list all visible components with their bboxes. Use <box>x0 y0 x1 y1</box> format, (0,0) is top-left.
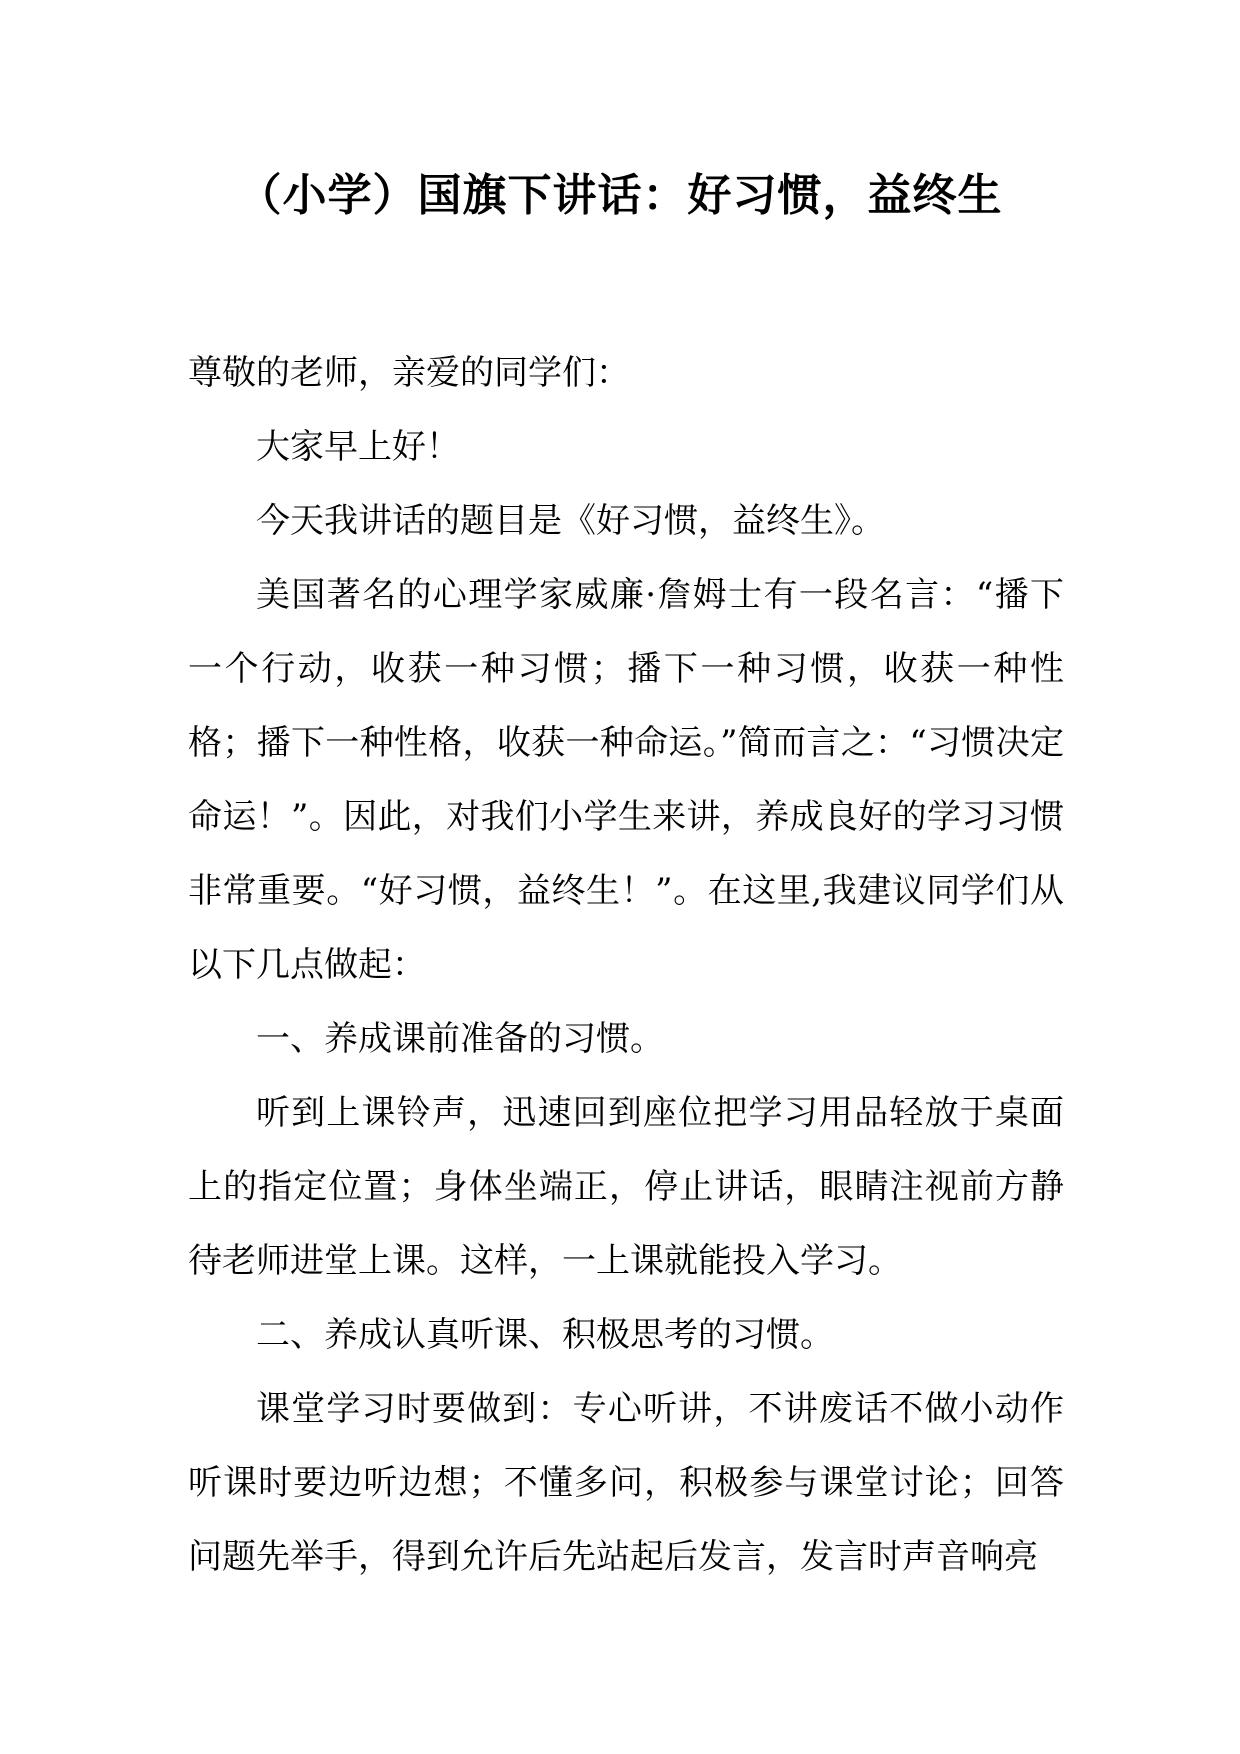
point-one-paragraph: 听到上课铃声，迅速回到座位把学习用品轻放于桌面上的指定位置；身体坐端正，停止讲话，眼睛注视前方静待老师进堂上课。这样，一上课就能投入学习。 <box>188 1093 1064 1281</box>
document-body <box>188 336 1064 1594</box>
point-one-heading: 一、养成课前准备的习惯。 <box>256 1019 664 1059</box>
topic-paragraph: 今天我讲话的题目是《好习惯，益终生》。 <box>256 501 885 541</box>
point-two-heading: 二、养成认真听课、积极思考的习惯。 <box>256 1315 834 1355</box>
salutation: 尊敬的老师，亲爱的同学们： <box>188 353 630 393</box>
greeting-paragraph: 大家早上好！ <box>256 427 460 467</box>
point-two-paragraph: 课堂学习时要做到：专心听讲，不讲废话不做小动作听课时要边听边想；不懂多问，积极参与课堂讨论；回答问题先举手，得到允许后先站起后发言，发言时声音响亮 <box>188 1389 1064 1577</box>
quote-paragraph: 美国著名的心理学家威廉·詹姆士有一段名言：“播下一个行动，收获一种习惯；播下一种习惯，收获一种性格；播下一种性格，收获一种命运。”简而言之：“习惯决定命运！”。因此，对我们小学生来讲，养成良好的学习习惯非常重要。“好习惯，益终生！”。在这里,我建议同学们从以下几点做起： <box>188 575 1064 985</box>
document-title: （小学）国旗下讲话：好习惯，益终生 <box>237 170 1003 221</box>
